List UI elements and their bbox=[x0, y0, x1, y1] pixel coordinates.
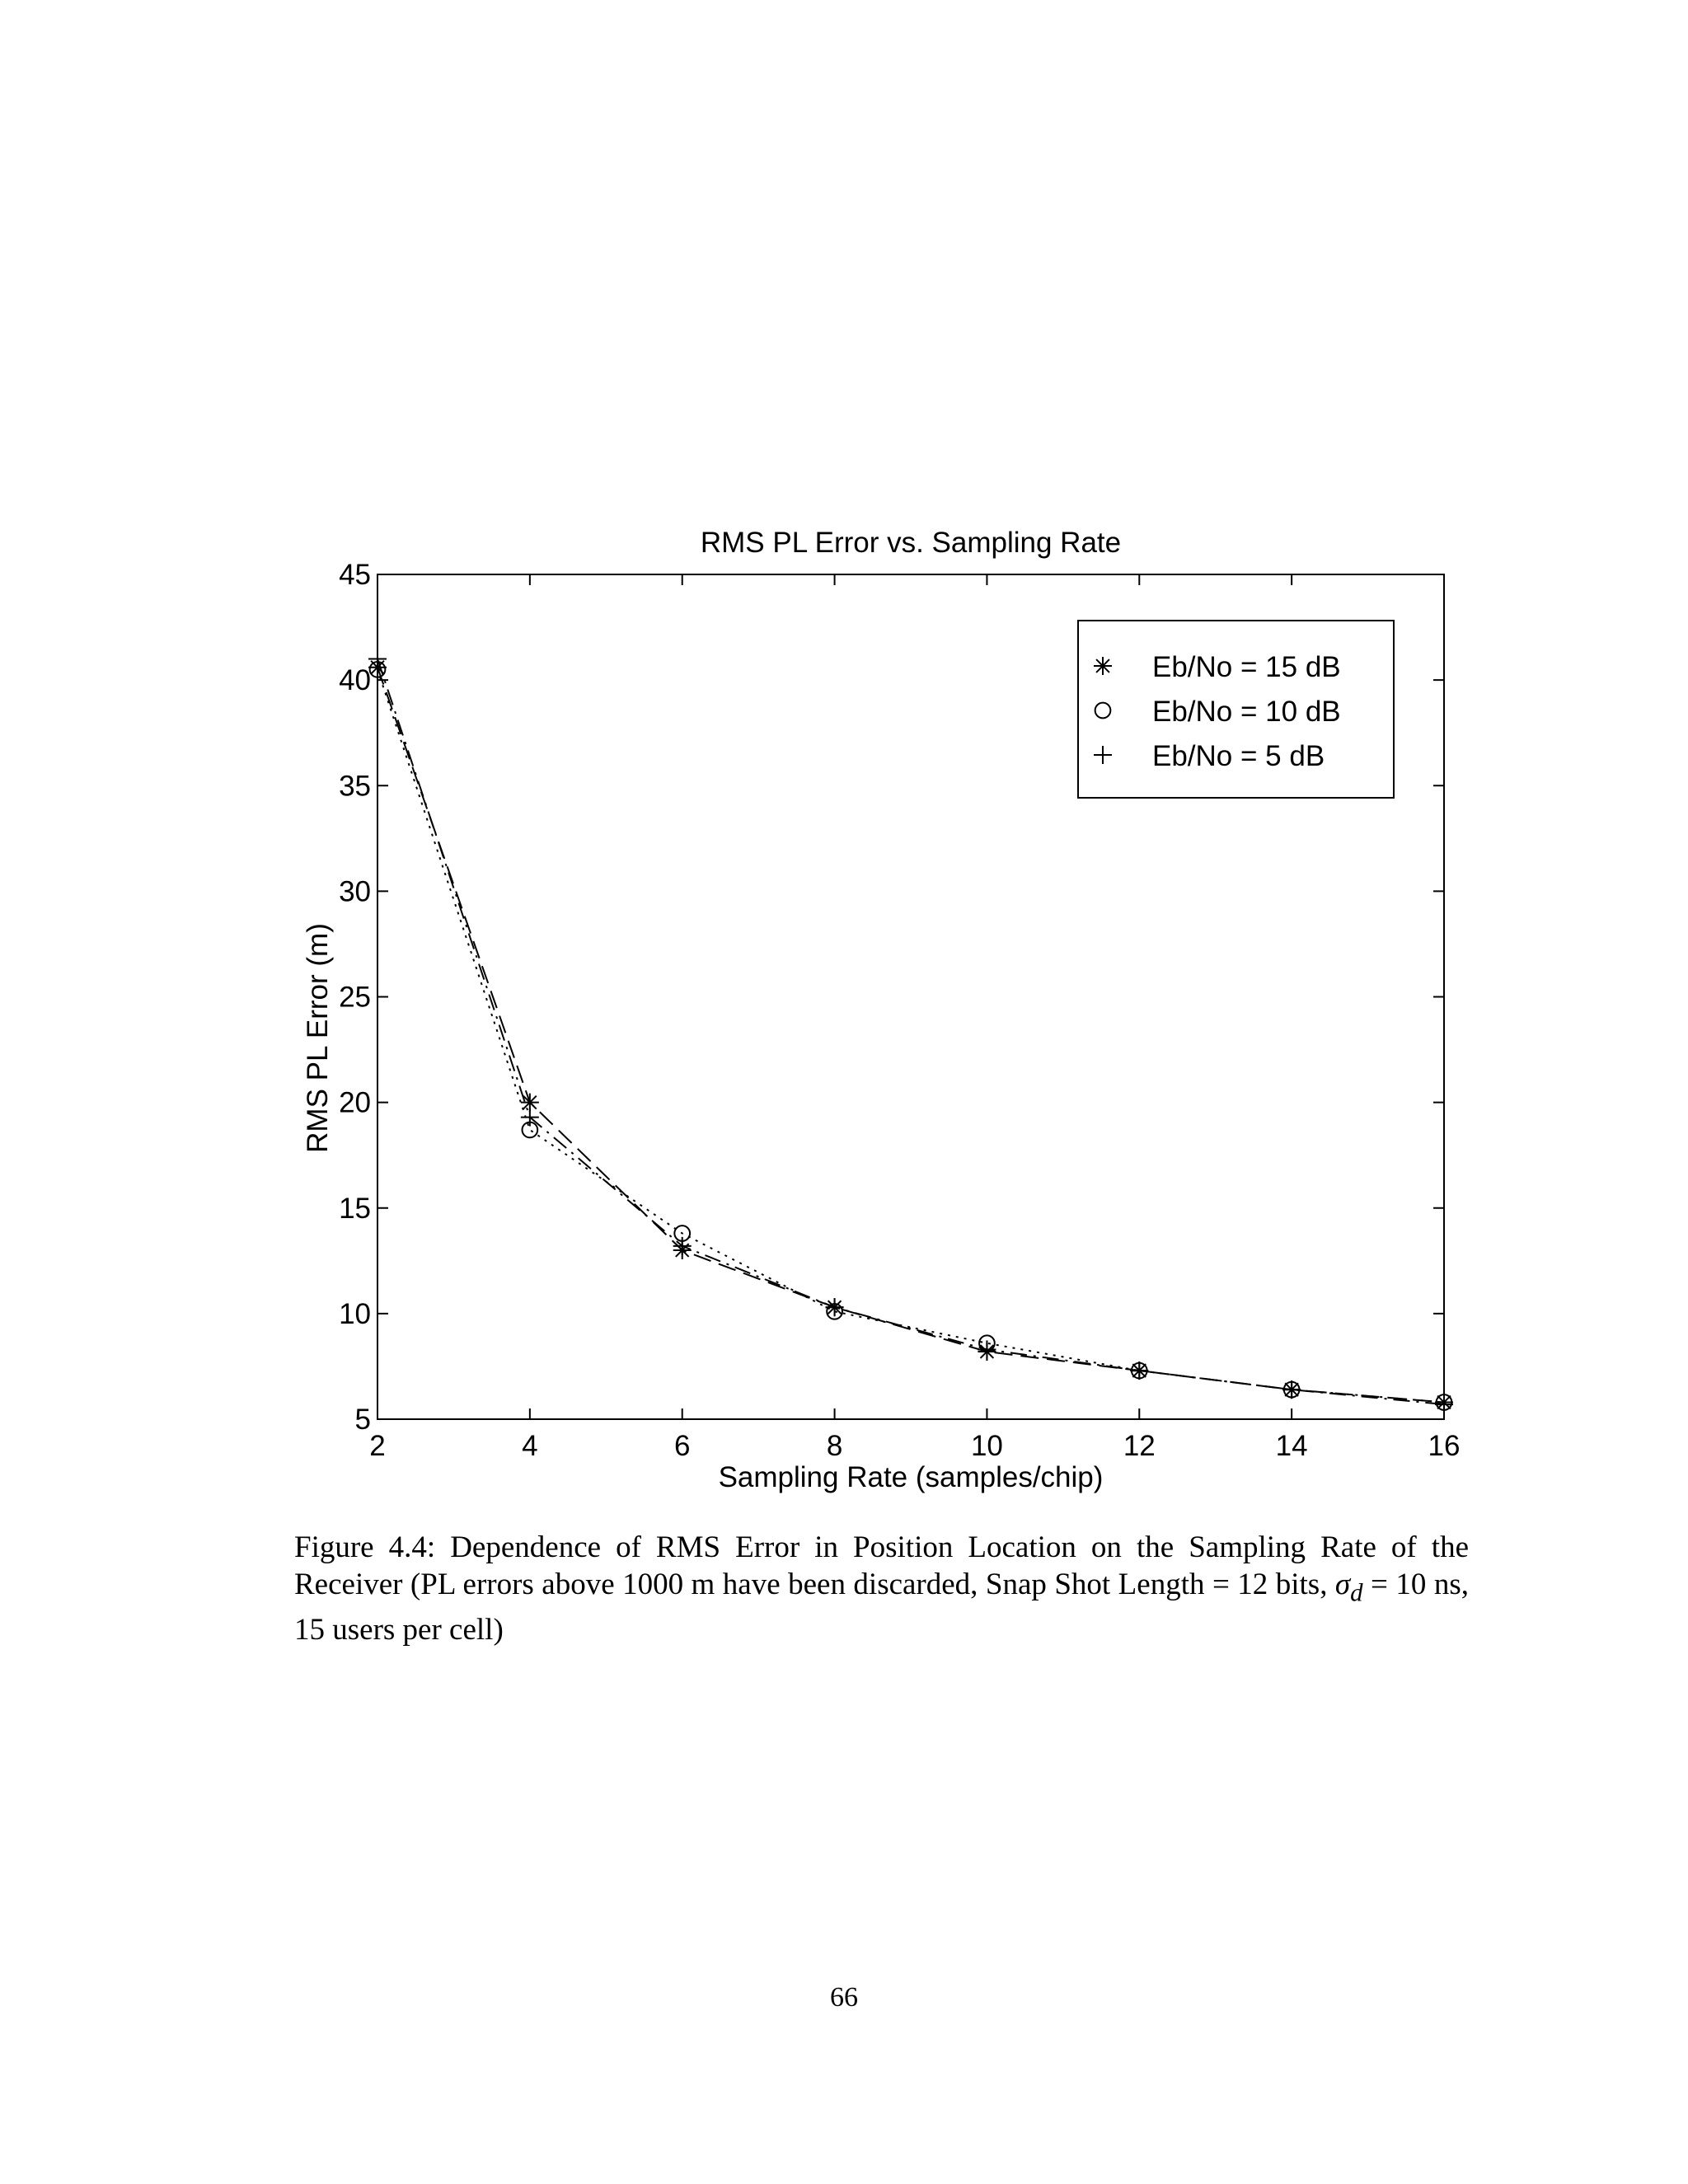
y-tick-label: 10 bbox=[339, 1297, 371, 1330]
y-tick-label: 25 bbox=[339, 981, 371, 1014]
legend-marker-0 bbox=[1094, 657, 1112, 675]
y-axis-label: RMS PL Error (m) bbox=[302, 923, 334, 1153]
data-point-2 bbox=[978, 1340, 996, 1358]
caption-text: Figure 4.4: Dependence of RMS Error in Position Location on the Sampling Rate of the Receiver (PL errors above 1000 m have been discarded, Snap Shot Length = 12 bits, bbox=[294, 1530, 1469, 1601]
x-tick-label: 16 bbox=[1428, 1430, 1461, 1462]
x-axis-label: Sampling Rate (samples/chip) bbox=[718, 1461, 1104, 1493]
caption-text-end: = 10 ns, 15 users per cell) bbox=[294, 1568, 1470, 1647]
y-tick-label: 20 bbox=[339, 1086, 371, 1119]
figure-caption bbox=[294, 1529, 1469, 1648]
caption-sigma-subscript: d bbox=[1350, 1578, 1363, 1607]
y-tick-label: 45 bbox=[339, 559, 371, 591]
y-tick-label: 5 bbox=[354, 1404, 371, 1436]
caption-sigma: σ bbox=[1334, 1568, 1351, 1601]
x-tick-label: 2 bbox=[369, 1430, 386, 1462]
page-number: 66 bbox=[830, 1982, 858, 2013]
legend-label-1: Eb/No = 10 dB bbox=[1152, 696, 1341, 728]
x-tick-label: 10 bbox=[970, 1430, 1003, 1462]
legend-label-0: Eb/No = 15 dB bbox=[1152, 651, 1341, 683]
legend-label-2: Eb/No = 5 dB bbox=[1152, 740, 1325, 772]
x-tick-label: 14 bbox=[1275, 1430, 1308, 1462]
x-tick-label: 6 bbox=[673, 1430, 691, 1462]
x-tick-label: 8 bbox=[826, 1430, 843, 1462]
y-tick-label: 40 bbox=[339, 664, 371, 697]
x-tick-label: 12 bbox=[1123, 1430, 1156, 1462]
y-tick-label: 30 bbox=[339, 875, 371, 908]
x-tick-label: 4 bbox=[522, 1430, 538, 1462]
data-point-2 bbox=[673, 1237, 692, 1255]
y-tick-label: 35 bbox=[339, 770, 371, 803]
y-tick-label: 15 bbox=[339, 1192, 371, 1225]
chart-title: RMS PL Error vs. Sampling Rate bbox=[700, 527, 1122, 559]
